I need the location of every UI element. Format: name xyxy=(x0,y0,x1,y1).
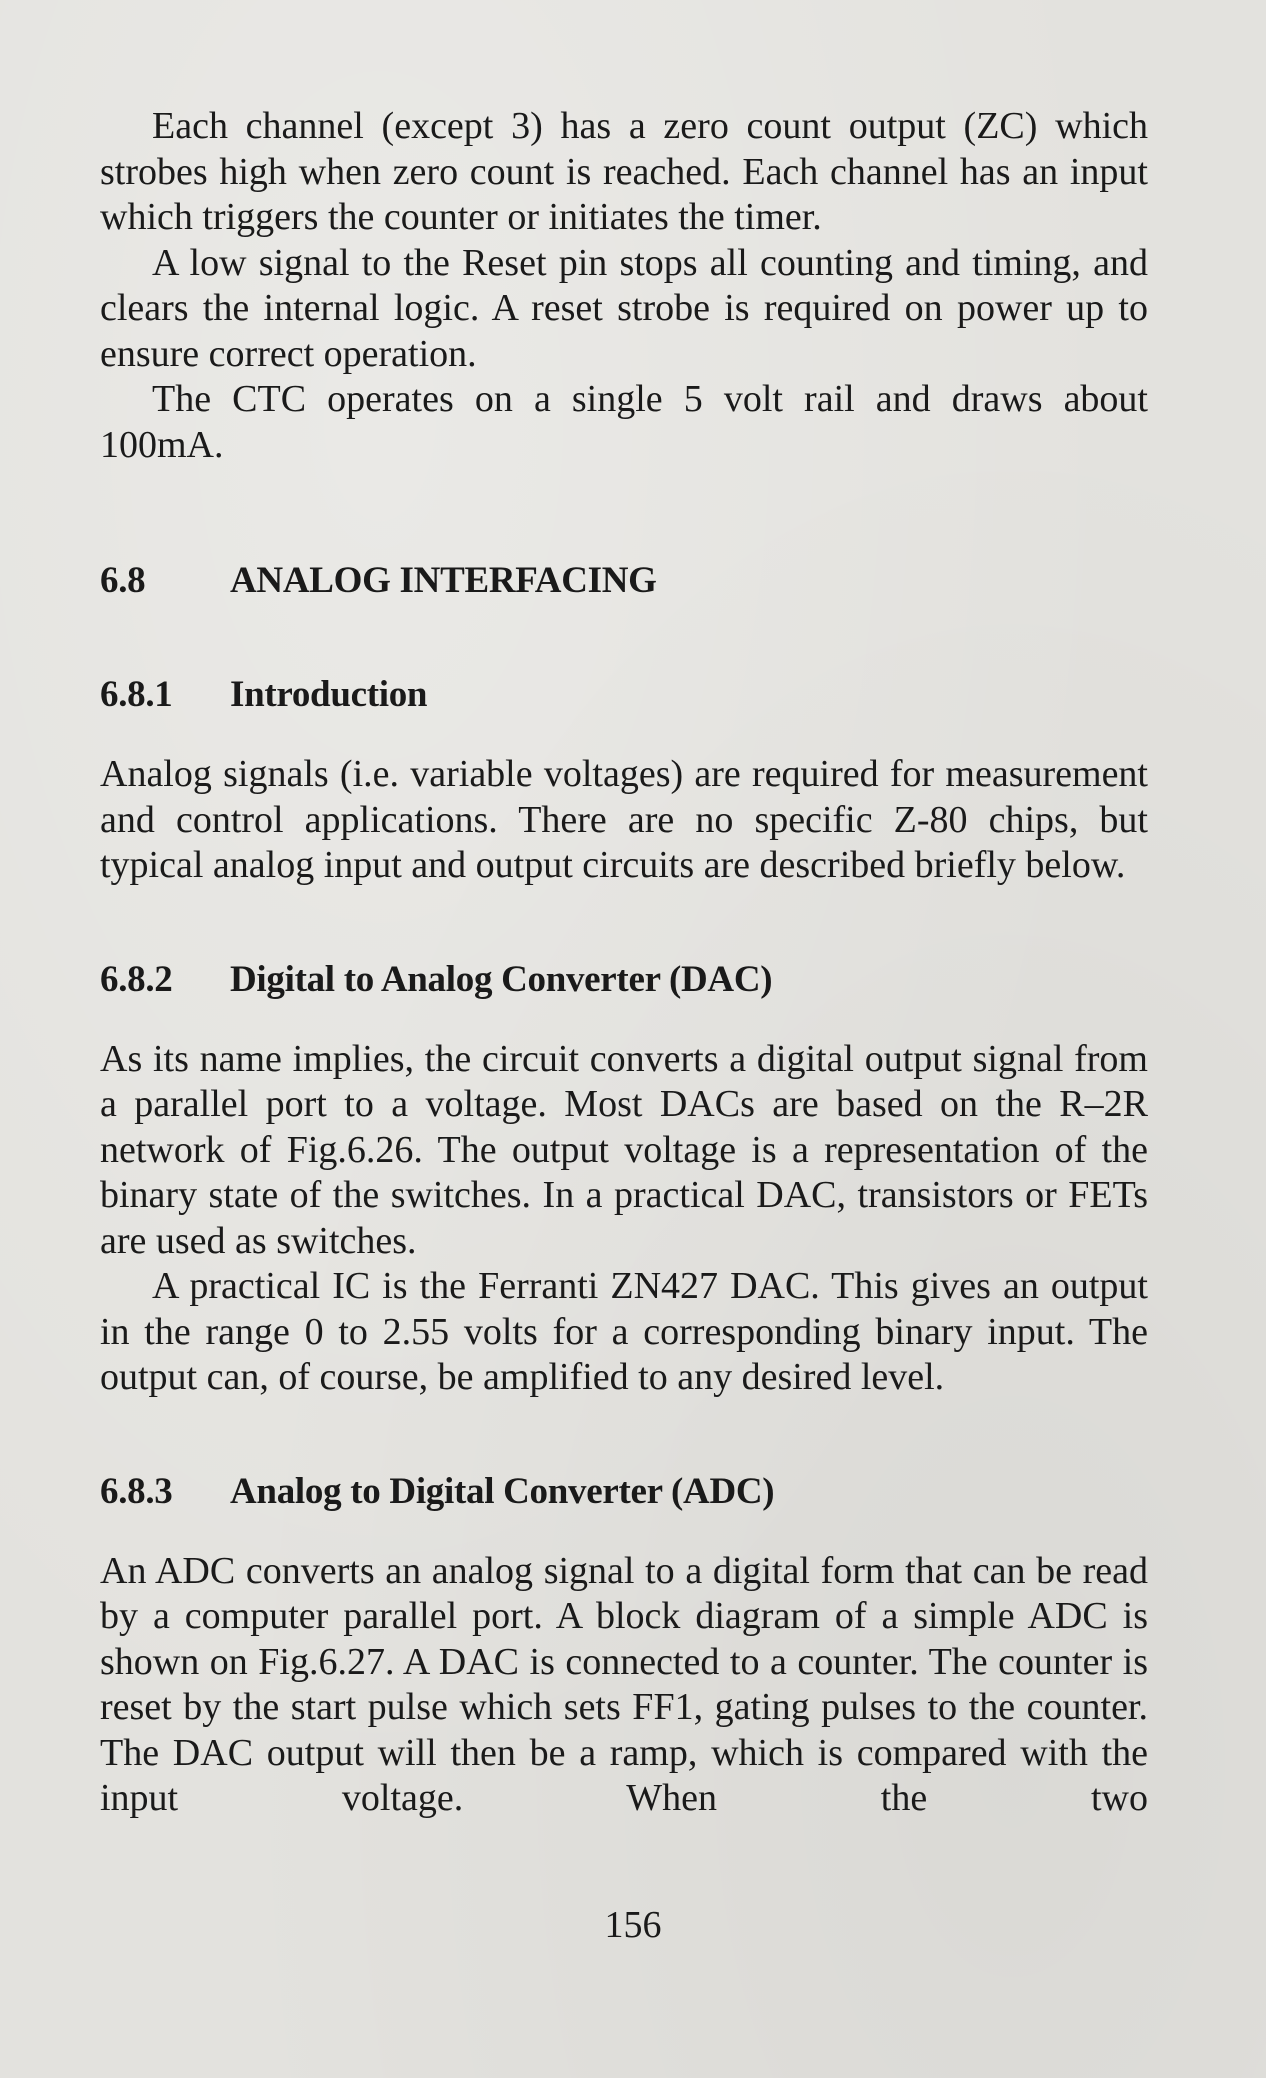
subsection-number: 6.8.1 xyxy=(100,674,173,715)
page-number: 156 xyxy=(604,1904,662,1946)
subsection-number: 6.8.2 xyxy=(100,958,173,1000)
subsection-number: 6.8.3 xyxy=(100,1470,173,1512)
body-paragraph: Each channel (except 3) has a zero count output (ZC) which strobes high when zero count is reached. Each channel has an input which triggers the counter or initiates the timer. xyxy=(100,105,1148,238)
body-paragraph: Analog signals (i.e. variable voltages) are required for measurement and control applications. There are no specific Z-80 chips, but typical analog input and output circuits are described briefly below. xyxy=(100,753,1148,886)
subsection-heading xyxy=(100,672,1148,718)
body-paragraph: As its name implies, the circuit converts a digital output signal from a parallel port to a voltage. Most DACs are based on the R–2R network of Fig.6.26. The output voltage is a representation of the binary state of the switches. In a practical DAC, transistors or FETs are used as switches. xyxy=(100,1037,1148,1262)
section-heading xyxy=(100,558,1148,604)
body-paragraph: The CTC operates on a single 5 volt rail and draws about 100mA. xyxy=(100,378,1148,466)
body-paragraph: An ADC converts an analog signal to a digital form that can be read by a computer parallel port. A block diagram of a simple ADC is shown on Fig.6.27. A DAC is connected to a counter. The counter is reset by the start pulse which sets FF1, gating pulses to the counter. The DAC output will then be a ramp, which is compared with the input voltage. When the two xyxy=(100,1549,1148,1819)
section-number: 6.8 xyxy=(100,560,146,601)
subsection-title: Introduction xyxy=(230,674,428,715)
subsection-heading xyxy=(100,1469,1148,1515)
subsection-title: Analog to Digital Converter (ADC) xyxy=(230,1470,775,1512)
section-title: ANALOG INTERFACING xyxy=(230,560,657,601)
body-paragraph: A practical IC is the Ferranti ZN427 DAC. This gives an output in the range 0 to 2.55 volts for a corresponding binary input. The output can, of course, be amplified to any desired level. xyxy=(100,1265,1148,1398)
body-paragraph: A low signal to the Reset pin stops all counting and timing, and clears the internal logic. A reset strobe is required on power up to ensure correct operation. xyxy=(100,241,1148,375)
page-body xyxy=(100,104,1148,1822)
subsection-heading xyxy=(100,957,1148,1003)
subsection-title: Digital to Analog Converter (DAC) xyxy=(230,958,773,1000)
